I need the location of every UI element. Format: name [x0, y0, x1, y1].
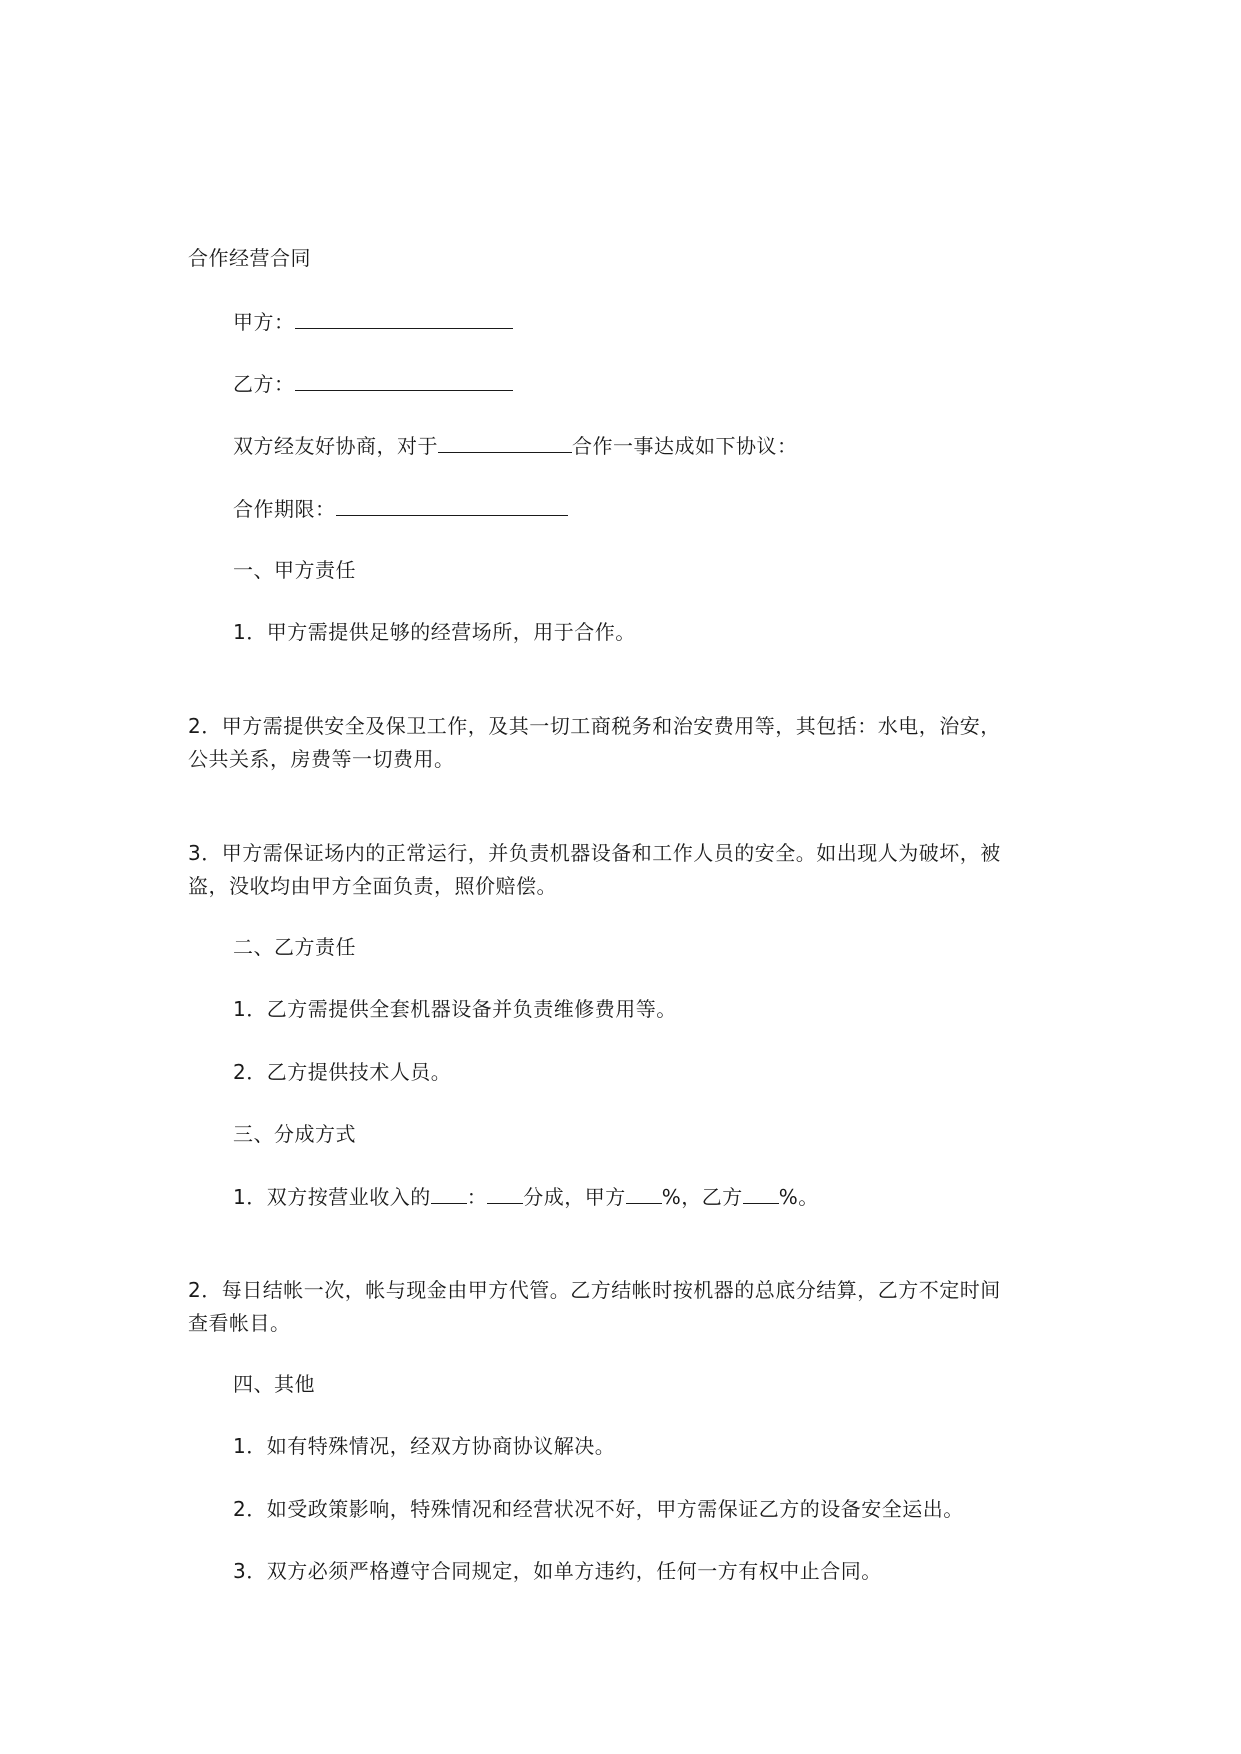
section4-item3: 3．双方必须严格遵守合同规定，如单方违约，任何一方有权中止合同。 — [233, 1559, 882, 1583]
term-line — [233, 493, 568, 524]
term-blank[interactable] — [336, 493, 568, 516]
section1-item3-line1: 3．甲方需保证场内的正常运行，并负责机器设备和工作人员的安全。如出现人为破坏，被 — [188, 841, 1001, 865]
section1-item3-line2: 盗，没收均由甲方全面负责，照价赔偿。 — [188, 874, 557, 898]
section2-item1: 1．乙方需提供全套机器设备并负责维修费用等。 — [233, 997, 677, 1021]
section4-item2: 2．如受政策影响，特殊情况和经营状况不好，甲方需保证乙方的设备安全运出。 — [233, 1497, 964, 1521]
section3-item1-part1: 1．双方按营业收入的 — [233, 1185, 431, 1209]
section2-item2: 2．乙方提供技术人员。 — [233, 1060, 452, 1084]
intro-suffix: 合作一事达成如下协议： — [572, 434, 798, 458]
section3-item2-line2: 查看帐目。 — [188, 1311, 291, 1335]
section1-item2-line2: 公共关系，房费等一切费用。 — [188, 747, 455, 771]
section3-item1-part2: ： — [466, 1185, 488, 1209]
ratio-a-blank[interactable] — [431, 1181, 467, 1204]
party-b-percent-blank[interactable] — [743, 1181, 779, 1204]
section1-item2-line1: 2．甲方需提供安全及保卫工作，及其一切工商税务和治安费用等，其包括：水电，治安， — [188, 714, 1001, 738]
section3-item1 — [233, 1181, 819, 1212]
party-a-line — [233, 306, 513, 337]
party-a-blank[interactable] — [295, 306, 513, 329]
ratio-b-blank[interactable] — [487, 1181, 523, 1204]
party-b-blank[interactable] — [295, 368, 513, 391]
section3-item2-line1: 2．每日结帐一次，帐与现金由甲方代管。乙方结帐时按机器的总底分结算，乙方不定时间 — [188, 1278, 1001, 1302]
section3-heading: 三、分成方式 — [233, 1122, 356, 1146]
party-b-label: 乙方： — [233, 372, 295, 396]
section3-item1-part5: %。 — [778, 1185, 819, 1209]
section4-heading: 四、其他 — [233, 1372, 315, 1396]
party-a-percent-blank[interactable] — [626, 1181, 662, 1204]
section1-heading: 一、甲方责任 — [233, 558, 356, 582]
cooperation-subject-blank[interactable] — [438, 430, 572, 453]
intro-line — [233, 430, 798, 461]
section3-item1-part4: %，乙方 — [661, 1185, 743, 1209]
intro-prefix: 双方经友好协商，对于 — [233, 434, 438, 458]
section4-item1: 1．如有特殊情况，经双方协商协议解决。 — [233, 1434, 616, 1458]
document-title: 合作经营合同 — [188, 246, 311, 270]
party-b-line — [233, 368, 513, 399]
section3-item1-part3: 分成，甲方 — [523, 1185, 626, 1209]
section2-heading: 二、乙方责任 — [233, 935, 356, 959]
section1-item1: 1．甲方需提供足够的经营场所，用于合作。 — [233, 620, 636, 644]
party-a-label: 甲方： — [233, 310, 295, 334]
term-label: 合作期限： — [233, 497, 336, 521]
